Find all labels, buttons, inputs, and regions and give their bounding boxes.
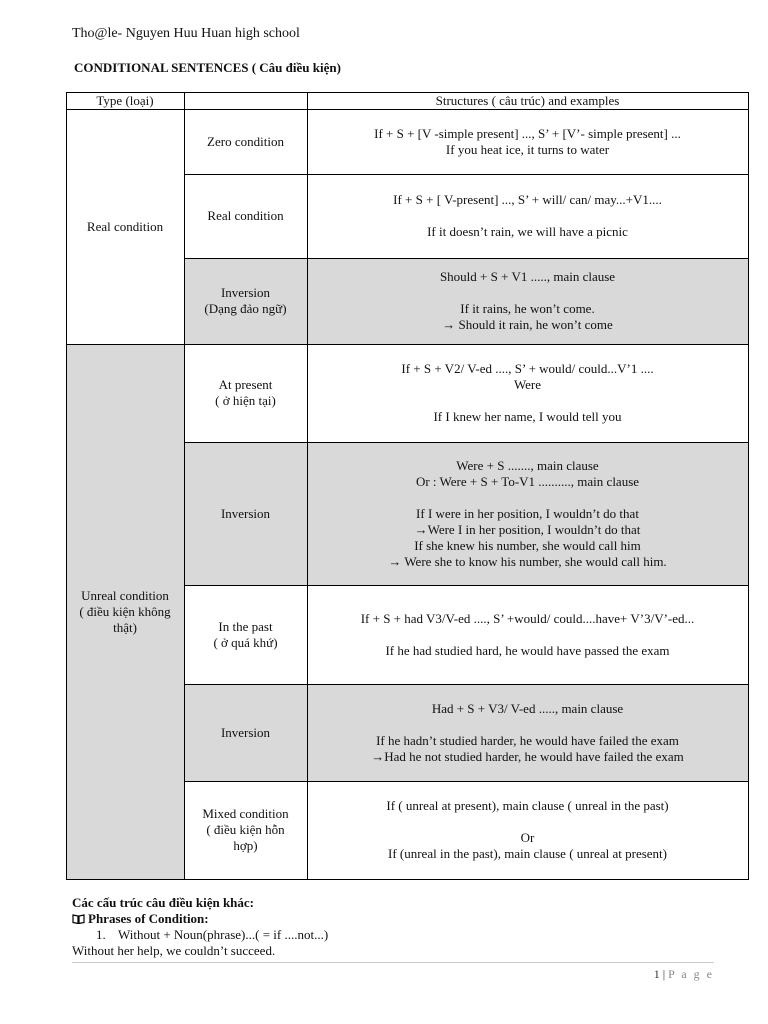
- structure-line: Should + S + V1 ....., main clause: [439, 269, 616, 284]
- table-rule: [184, 174, 749, 175]
- structure-line: If I knew her name, I would tell you: [433, 409, 622, 424]
- structure-line: If he had studied hard, he would have passed the exam: [385, 642, 670, 658]
- table-rule: [184, 92, 185, 880]
- row-type-label: ( ở quá khứ): [213, 634, 278, 650]
- structure-line: If it rains, he won’t come.: [460, 301, 595, 316]
- table-rule: [184, 684, 749, 685]
- row-type-cell: [184, 585, 307, 684]
- structure-line: Had + S + V3/ V-ed ....., main clause: [431, 700, 624, 716]
- row-type-cell: Inversion: [184, 442, 307, 585]
- list-item: [72, 927, 328, 943]
- row-type-label: Inversion: [220, 285, 271, 300]
- unreal-group-label-line: thật): [113, 619, 137, 635]
- row-type-cell: Zero condition: [207, 133, 284, 149]
- unreal-group-label: [66, 344, 184, 879]
- document-header: Tho@le- Nguyen Huu Huan high school: [72, 26, 300, 41]
- structure-line: If it doesn’t rain, we will have a picnic: [427, 224, 628, 239]
- row-structure-cell: [307, 174, 748, 258]
- table-rule: [66, 92, 749, 93]
- row-structure-cell: [307, 684, 748, 781]
- row-structure-cell: [307, 258, 748, 344]
- structure-line: Were: [513, 377, 542, 392]
- page-number: [654, 967, 714, 982]
- row-structure-cell: [307, 585, 748, 684]
- structure-line: If + S + V2/ V-ed ...., S’ + would/ could...V’1 ....: [401, 361, 654, 376]
- table-rule: [307, 92, 308, 880]
- table-rule: [66, 879, 749, 880]
- structure-line: Or : Were + S + To-V1 .........., main clause: [415, 473, 640, 489]
- subheading-text: Phrases of Condition:: [88, 911, 209, 926]
- table-rule: [66, 109, 749, 110]
- table-rule: [184, 781, 749, 782]
- table-rule: [748, 92, 749, 880]
- row-structure-cell: [307, 344, 748, 442]
- structure-line: →Were I in her position, I wouldn’t do that: [414, 521, 641, 537]
- table-rule: [184, 258, 749, 259]
- table-rule: [184, 442, 749, 443]
- unreal-group-label-line: ( điều kiện không: [79, 603, 171, 619]
- structure-line: If he hadn’t studied harder, he would have failed the exam: [376, 732, 679, 748]
- row-structure-cell: [307, 781, 748, 879]
- row-type-cell: [184, 344, 307, 442]
- row-structure-cell: [307, 109, 748, 174]
- example-sentence: Without her help, we couldn’t succeed.: [72, 943, 276, 958]
- real-group-label: Real condition: [86, 218, 164, 234]
- structure-line: If + S + had V3/V-ed ...., S’ +would/ could....have+ V’3/V’-ed...: [360, 610, 695, 626]
- column-header-structure: Structures ( câu trúc) and examples: [435, 92, 620, 108]
- page-separator: |: [662, 967, 666, 981]
- row-type-cell: Real condition: [207, 208, 284, 223]
- row-type-label: (Dạng đảo ngữ): [204, 301, 287, 316]
- list-number: 1.: [96, 927, 106, 942]
- row-type-label: hợp): [233, 838, 258, 853]
- page-number-value: 1: [653, 967, 660, 981]
- structure-line: → Should it rain, he won’t come: [442, 317, 613, 332]
- structure-line: If + S + [ V-present] ..., S’ + will/ can/ may...+V1....: [393, 192, 662, 207]
- structure-line: →Had he not studied harder, he would have failed the exam: [371, 748, 684, 764]
- row-type-label: At present: [218, 377, 273, 392]
- structure-line: If she knew his number, she would call him: [414, 537, 641, 553]
- row-structure-cell: [307, 442, 748, 585]
- structure-line: If ( unreal at present), main clause ( unreal in the past): [386, 798, 669, 813]
- column-header-type: Type (loại): [96, 92, 154, 108]
- row-type-cell: [184, 781, 307, 879]
- structure-line: If you heat ice, it turns to water: [445, 141, 610, 157]
- row-type-label: ( điều kiện hỗn: [206, 822, 285, 837]
- document-title: CONDITIONAL SENTENCES ( Câu điều kiện): [74, 60, 341, 75]
- table-rule: [66, 92, 67, 880]
- row-type-cell: Inversion: [184, 684, 307, 781]
- structure-line: Or: [520, 830, 535, 845]
- unreal-group-label-line: Unreal condition: [81, 587, 169, 603]
- table-rule: [184, 585, 749, 586]
- row-type-label: In the past: [218, 618, 273, 634]
- structure-line: If I were in her position, I wouldn’t do that: [416, 505, 639, 521]
- section-heading: Các cấu trúc câu điều kiện khác:: [72, 895, 254, 910]
- row-type-label: Mixed condition: [202, 806, 289, 821]
- structure-line: If (unreal in the past), main clause ( unreal at present): [387, 846, 668, 861]
- footer-rule: [72, 962, 714, 963]
- page-label: P a g e: [668, 967, 714, 981]
- row-type-cell: [184, 258, 307, 344]
- structure-line: → Were she to know his number, she would call him.: [388, 553, 667, 569]
- structure-line: Were + S ......., main clause: [456, 457, 599, 473]
- table-rule: [66, 344, 749, 345]
- book-icon: [72, 914, 85, 924]
- row-type-label: ( ở hiện tại): [215, 393, 276, 408]
- list-text: Without + Noun(phrase)...( = if ....not...): [118, 927, 329, 942]
- other-structures-section: [72, 895, 328, 959]
- phrases-subheading: [72, 911, 328, 927]
- structure-line: If + S + [V -simple present] ..., S’ + [V’- simple present] ...: [374, 125, 681, 141]
